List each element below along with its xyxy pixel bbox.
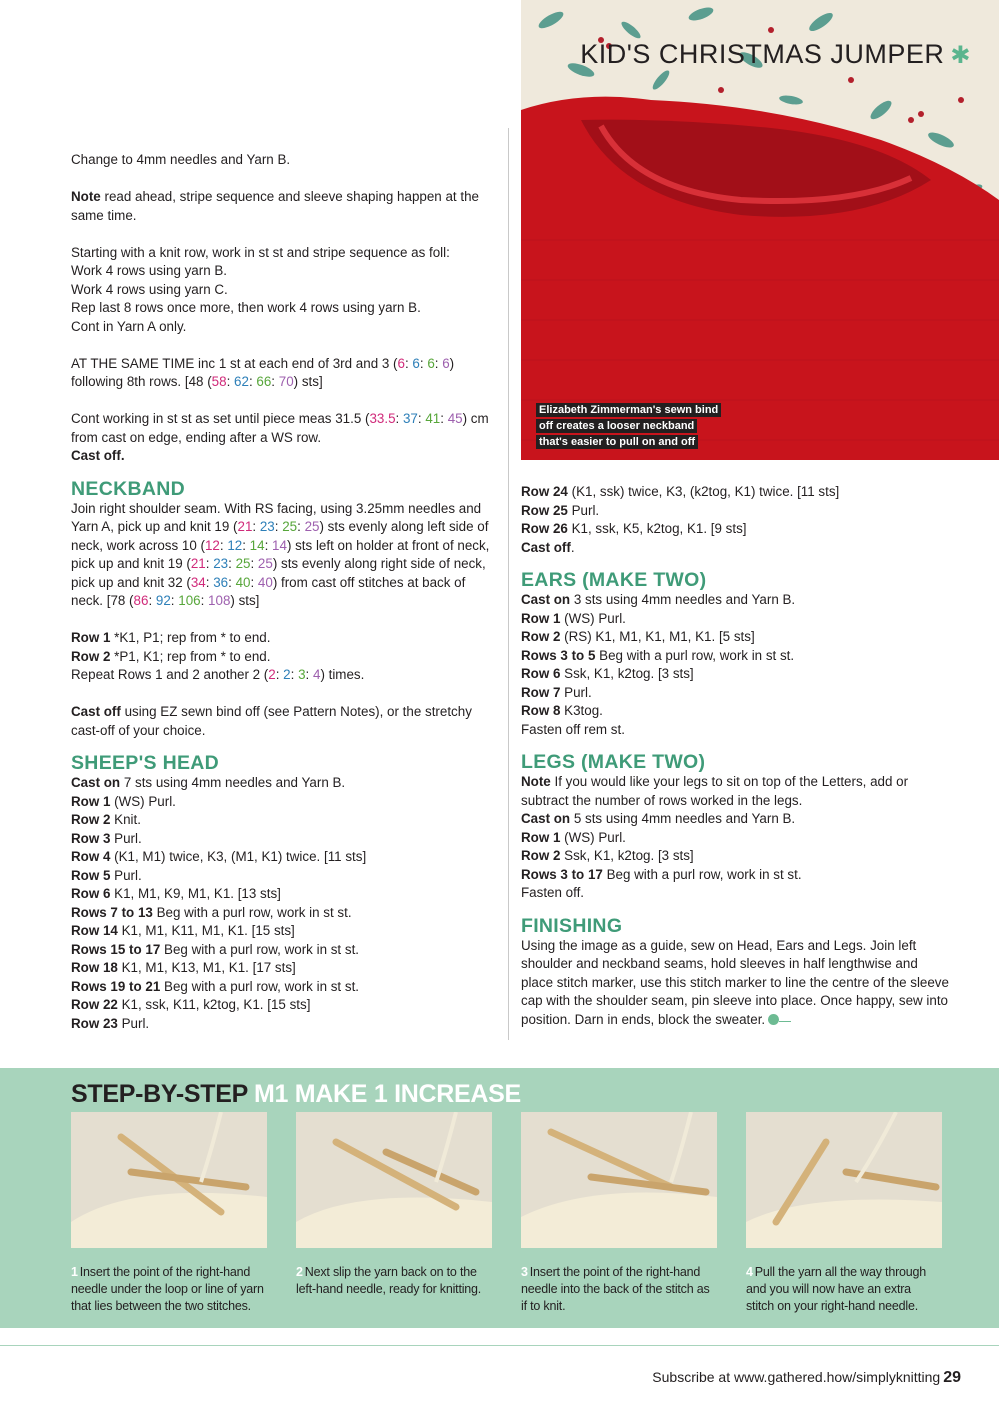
step-number: 3 <box>521 1265 528 1279</box>
size-value: 21 <box>237 519 253 534</box>
step-1-photo <box>71 1112 267 1248</box>
row-text: . <box>570 539 575 555</box>
cast-off-label: Cast off. <box>71 448 125 463</box>
size-value: 6 <box>427 355 435 371</box>
row-label: Row 1 <box>521 610 561 626</box>
sheep-head-rows <box>71 774 496 1033</box>
pattern-row <box>521 539 951 558</box>
legs-rows <box>521 810 951 884</box>
pattern-row <box>521 847 951 866</box>
sheep-head-heading: SHEEP'S HEAD <box>71 752 220 774</box>
step-3-photo <box>521 1112 717 1248</box>
step-2-text <box>296 1264 492 1298</box>
row-text: (K1, ssk) twice, K3, (k2tog, K1) twice. [11 sts] <box>567 484 840 499</box>
repeat-text-b: ) times. <box>320 667 365 682</box>
row-label: Row 2 <box>71 812 111 827</box>
row-text: K3tog. <box>560 703 603 718</box>
cont-paragraph: Cont working in st st as set until piece meas 31.5 (33.5: 37: 41: 45) cm from cast on edge, ending after a WS row. <box>71 411 489 445</box>
row-text: K1, ssk, K5, k2tog, K1. [9 sts] <box>567 521 747 536</box>
neckband-text: ) sts] <box>230 593 260 608</box>
row-text: Beg with a purl row, work in st st. <box>595 647 795 663</box>
row-label: Cast off <box>521 539 571 555</box>
row-text: Ssk, K1, k2tog. [3 sts] <box>560 666 694 681</box>
size-value: 3 <box>298 667 306 682</box>
needles-art <box>71 1112 267 1248</box>
row-text: Beg with a purl row, work in st st. <box>160 978 360 994</box>
stripe-line-4: Cont in Yarn A only. <box>71 318 187 334</box>
row-text: 7 sts using 4mm needles and Yarn B. <box>120 775 346 790</box>
pattern-row <box>71 830 496 849</box>
ears-heading: EARS (MAKE TWO) <box>521 569 707 591</box>
row-label: Row 4 <box>71 849 111 864</box>
row-text: Knit. <box>110 812 141 827</box>
needles-art <box>521 1112 717 1248</box>
pattern-row <box>71 1015 496 1034</box>
pattern-row <box>521 520 951 539</box>
step-1-text <box>71 1264 267 1315</box>
size-value: 23 <box>213 556 229 571</box>
pattern-row <box>521 628 951 647</box>
step-description: Pull the yarn all the way through and you will now have an extra stitch on your right-hand needle. <box>746 1265 927 1313</box>
note-paragraph <box>71 188 496 225</box>
same-time-text-a: AT THE SAME TIME inc 1 st at each end of 3rd and 3 ( <box>71 355 398 371</box>
size-value: 25 <box>235 556 251 571</box>
note-label: Note <box>521 774 551 789</box>
size-value: 14 <box>249 537 265 553</box>
neckband-castoff <box>71 703 496 740</box>
row-text: K1, M1, K13, M1, K1. [17 sts] <box>117 960 296 975</box>
pattern-row <box>71 848 496 867</box>
intro-line: Change to 4mm needles and Yarn B. <box>71 152 291 167</box>
same-time-text-d: ) sts] <box>293 374 323 389</box>
photo-caption-text: Elizabeth Zimmerman's sewn bind off creates a looser neckband that's easier to pull on and off <box>536 403 721 449</box>
legs-note <box>521 773 951 810</box>
neckband-row-2 <box>71 648 496 667</box>
size-value: 41 <box>425 411 441 426</box>
footer-divider <box>0 1345 999 1346</box>
step-3-text <box>521 1264 717 1315</box>
repeat-text-a: Repeat Rows 1 and 2 another 2 ( <box>71 667 269 682</box>
row-text: (K1, M1) twice, K3, (M1, K1) twice. [11 sts] <box>110 849 367 864</box>
pattern-row <box>71 867 496 886</box>
page-title-text: KID'S CHRISTMAS JUMPER <box>580 39 945 69</box>
neckband-repeat: Repeat Rows 1 and 2 another 2 (2: 2: 3: 4) times. <box>71 667 365 682</box>
row-text: Purl. <box>110 867 142 883</box>
row-text: K1, ssk, K11, k2tog, K1. [15 sts] <box>117 997 311 1012</box>
snowflake-icon: ✱ <box>950 42 971 69</box>
row-label: Row 6 <box>521 666 561 681</box>
row-label: Row 2 <box>521 848 561 863</box>
pattern-row <box>521 647 951 666</box>
row-label: Rows 3 to 17 <box>521 866 603 882</box>
subscribe-link[interactable]: Subscribe at www.gathered.how/simplyknitting <box>652 1369 941 1385</box>
legs-fasten: Fasten off. <box>521 885 585 900</box>
step-by-step-label: STEP-BY-STEP <box>71 1080 248 1108</box>
row-label: Row 3 <box>71 830 111 846</box>
pattern-row <box>521 866 951 885</box>
neckband-heading: NECKBAND <box>71 477 185 500</box>
size-value: 4 <box>312 667 321 682</box>
pattern-row <box>71 959 496 978</box>
row-text: 3 sts using 4mm needles and Yarn B. <box>570 592 796 607</box>
row-text: *K1, P1; rep from * to end. <box>110 630 271 645</box>
row-text: (WS) Purl. <box>560 610 626 626</box>
row-label: Cast on <box>521 811 571 826</box>
size-value: 2 <box>268 667 276 682</box>
size-value: 12 <box>204 537 220 553</box>
row-label: Row 18 <box>71 960 118 975</box>
size-value: 6 <box>412 355 420 371</box>
technique-label: M1 MAKE 1 INCREASE <box>254 1080 521 1108</box>
row-text: Purl. <box>560 684 592 700</box>
row-text: Beg with a purl row, work in st st. <box>602 866 802 882</box>
pattern-row <box>71 793 496 812</box>
row-label: Row 2 <box>71 648 111 664</box>
pattern-row <box>521 810 951 829</box>
legs-heading: LEGS (MAKE TWO) <box>521 751 706 773</box>
row-label: Row 23 <box>71 1015 118 1031</box>
neckband-row-1 <box>71 629 496 648</box>
needles-art <box>296 1112 492 1248</box>
size-value: 6 <box>442 355 450 371</box>
row-text: K1, M1, K11, M1, K1. [15 sts] <box>117 923 295 938</box>
finishing-text: Using the image as a guide, sew on Head, Ears and Legs. Join left shoulder and neckband seams, hold sleeves in half lengthwise and place stitch marker, use this stitch marker to line the centre of the sleeve cap with the shoulder seam, pin sleeve into place. Once happy, sew into position. Darn in ends, block the sweater. <box>521 937 949 1027</box>
pattern-row <box>71 922 496 941</box>
row-label: Rows 15 to 17 <box>71 941 161 957</box>
pattern-row <box>71 904 496 923</box>
row-label: Row 2 <box>521 629 561 644</box>
right-column <box>521 483 951 1029</box>
step-by-step-title <box>71 1080 521 1109</box>
step-3 <box>521 1112 717 1315</box>
row-label: Rows 7 to 13 <box>71 904 153 920</box>
row-text: (WS) Purl. <box>110 793 176 809</box>
pattern-row <box>521 610 951 629</box>
note-label: Note <box>71 189 101 204</box>
size-value: 2 <box>283 667 291 682</box>
row-label: Cast off <box>71 704 121 719</box>
size-value: 40 <box>257 574 273 590</box>
photo-caption <box>536 402 726 450</box>
row-label: Row 1 <box>71 630 111 645</box>
step-description: Next slip the yarn back on to the left-hand needle, ready for knitting. <box>296 1265 482 1296</box>
row-text: K1, M1, K9, M1, K1. [13 sts] <box>110 886 281 901</box>
step-4-photo <box>746 1112 942 1248</box>
row-text: Purl. <box>567 502 600 518</box>
left-column <box>71 151 496 1033</box>
sheep-head-rows-continued <box>521 483 951 557</box>
pattern-row <box>71 978 496 997</box>
row-label: Row 14 <box>71 923 118 938</box>
row-text: Purl. <box>117 1015 150 1031</box>
size-value: 25 <box>257 556 273 571</box>
finishing-paragraph <box>521 937 951 1030</box>
row-label: Row 25 <box>521 502 568 518</box>
size-value: 25 <box>282 519 298 534</box>
row-label: Rows 19 to 21 <box>71 978 161 994</box>
size-value: 92 <box>155 593 171 608</box>
pattern-row <box>71 811 496 830</box>
row-label: Cast on <box>71 775 121 790</box>
size-value: 23 <box>259 519 275 534</box>
row-text: *P1, K1; rep from * to end. <box>110 648 271 664</box>
pattern-row <box>521 483 951 502</box>
size-value: 33.5 <box>369 411 396 426</box>
finishing-heading: FINISHING <box>521 914 623 937</box>
step-1 <box>71 1112 267 1315</box>
pattern-row <box>521 702 951 721</box>
needles-art <box>746 1112 942 1248</box>
footer <box>652 1369 961 1387</box>
neckband-text: ) sts evenly along left side of neck, work across 10 ( <box>71 519 489 553</box>
row-label: Row 1 <box>71 793 111 809</box>
step-2-photo <box>296 1112 492 1248</box>
neckband-text: ) sts left on holder at front of neck, pick up and knit 19 ( <box>71 537 490 571</box>
row-label: Row 8 <box>521 703 561 718</box>
step-by-step-panel <box>0 1068 999 1328</box>
step-description: Insert the point of the right-hand needle into the back of the stitch as if to knit. <box>521 1265 710 1313</box>
ears-rows <box>521 591 951 721</box>
note-text: read ahead, stripe sequence and sleeve shaping happen at the same time. <box>71 189 479 223</box>
pattern-row <box>521 591 951 610</box>
row-label: Row 26 <box>521 521 568 536</box>
size-value: 45 <box>447 411 463 426</box>
row-text: Beg with a purl row, work in st st. <box>160 941 360 957</box>
row-text: Ssk, K1, k2tog. [3 sts] <box>560 848 694 863</box>
stripe-line-2: Work 4 rows using yarn C. <box>71 281 228 297</box>
pattern-row <box>521 502 951 521</box>
yarn-ball-icon <box>768 1014 779 1025</box>
size-value: 21 <box>190 556 206 571</box>
pattern-row <box>521 684 951 703</box>
step-description: Insert the point of the right-hand needle under the loop or line of yarn that lies between the two stitches. <box>71 1265 264 1313</box>
row-text: (WS) Purl. <box>560 829 626 845</box>
size-value: 25 <box>304 519 320 534</box>
ears-fasten: Fasten off rem st. <box>521 721 625 737</box>
row-text: Beg with a purl row, work in st st. <box>152 904 352 920</box>
size-value: 108 <box>208 593 231 608</box>
size-value: 14 <box>272 537 287 553</box>
stripe-line-3: Rep last 8 rows once more, then work 4 rows using yarn B. <box>71 300 421 315</box>
step-2 <box>296 1112 492 1298</box>
page-number: 29 <box>943 1369 961 1386</box>
size-value: 36 <box>213 574 229 590</box>
row-label: Row 7 <box>521 684 561 700</box>
size-value: 37 <box>402 411 418 426</box>
same-time-text-b: ) following 8th rows. [48 ( <box>71 355 455 389</box>
same-time-paragraph: AT THE SAME TIME inc 1 st at each end of 3rd and 3 (6: 6: 6: 6) following 8th rows. [48 (58: 62: 66: 70) sts] <box>71 355 455 389</box>
row-text: using EZ sewn bind off (see Pattern Notes), or the stretchy cast-off of your choice. <box>71 704 472 738</box>
pattern-row <box>521 665 951 684</box>
row-text: (RS) K1, M1, K1, M1, K1. [5 sts] <box>560 629 755 644</box>
row-label: Row 6 <box>71 886 111 901</box>
row-label: Row 1 <box>521 829 561 845</box>
pattern-row <box>71 941 496 960</box>
pattern-row <box>71 996 496 1015</box>
row-label: Cast on <box>521 592 571 607</box>
neckband-paragraph: Join right shoulder seam. With RS facing, using 3.25mm needles and Yarn A, pick up and knit 19 (21: 23: 25: 25) sts evenly along left side of neck, work across 10 (12: 12: 14: 14) sts left on holder at front of neck, pick up and knit 19 (21: 23: 25: 25) sts evenly along right side of neck, pick up and knit 32 (34: 36: 40: 40) from cast off stitches at back of neck. [78 (86: 92: 106: 108) sts] <box>71 500 490 608</box>
size-value: 40 <box>235 574 251 590</box>
cont-text-a: Cont working in st st as set until piece meas 31.5 ( <box>71 411 370 426</box>
note-text: If you would like your legs to sit on top of the Letters, add or subtract the number of rows worked in the legs. <box>521 774 909 808</box>
size-value: 106 <box>178 593 201 608</box>
row-label: Row 5 <box>71 867 111 883</box>
pattern-row <box>71 885 496 904</box>
column-divider <box>508 128 509 1040</box>
step-4-text <box>746 1264 942 1315</box>
size-value: 62 <box>234 374 249 389</box>
size-value: 12 <box>227 537 243 553</box>
pattern-row <box>521 829 951 848</box>
neckband-text: ) from cast off stitches at back of neck. [78 ( <box>71 574 466 608</box>
step-number: 4 <box>746 1265 753 1279</box>
size-value: 58 <box>211 374 227 389</box>
size-value: 6 <box>397 355 405 371</box>
row-label: Row 22 <box>71 997 118 1012</box>
row-label: Rows 3 to 5 <box>521 647 596 663</box>
neckband-text: ) sts evenly along right side of neck, pick up and knit 32 ( <box>71 556 486 590</box>
stripe-line-1: Work 4 rows using yarn B. <box>71 263 228 278</box>
cont-text-b: ) cm from cast on edge, ending after a WS row. <box>71 411 489 445</box>
step-4 <box>746 1112 942 1315</box>
jumper-photo <box>521 0 999 460</box>
neckband-text: Join right shoulder seam. With RS facing, using 3.25mm needles and Yarn A, pick up and knit 19 ( <box>71 500 482 534</box>
pattern-row <box>71 774 496 793</box>
step-number: 2 <box>296 1265 303 1279</box>
size-value: 70 <box>278 374 294 389</box>
stripe-intro: Starting with a knit row, work in st st and stripe sequence as foll: <box>71 244 450 260</box>
row-text: 5 sts using 4mm needles and Yarn B. <box>570 811 796 826</box>
row-text: Purl. <box>110 830 142 846</box>
end-line-decoration <box>779 1021 791 1022</box>
step-number: 1 <box>71 1265 78 1279</box>
size-value: 66 <box>256 374 272 389</box>
cast-off-line <box>71 447 496 466</box>
size-value: 34 <box>190 574 206 590</box>
page-title <box>580 40 971 70</box>
row-label: Row 24 <box>521 484 568 499</box>
size-value: 86 <box>133 593 149 608</box>
